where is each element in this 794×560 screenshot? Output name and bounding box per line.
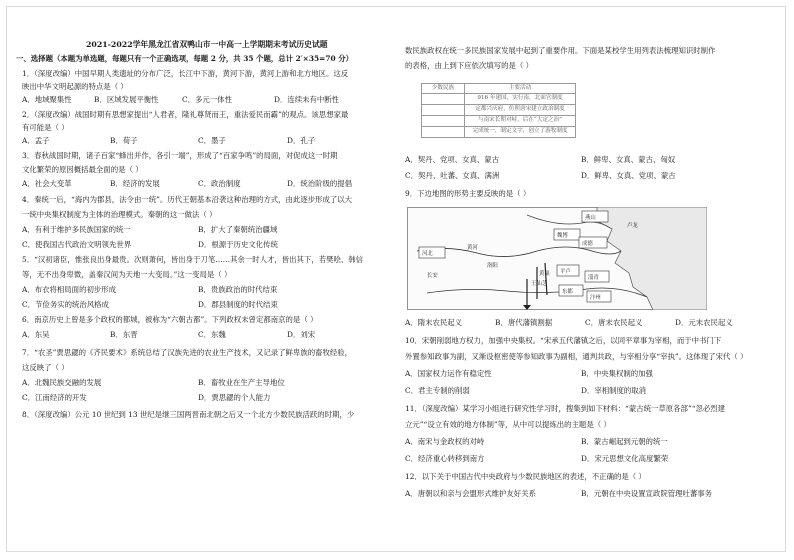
q12-option-b[interactable]: B．元朝在中央设置宣政院管理吐蕃事务 bbox=[581, 489, 713, 498]
q9-option-c[interactable]: C．唐末农民起义 bbox=[585, 318, 643, 327]
table-cell-activity: 完成统一，制定文字，创立了游牧制度 bbox=[465, 127, 576, 138]
q6-stem-line1: 6．南京历史上曾是多个政权的都城，被称为“六朝古都”。下列政权未曾定都南京的是（ ） bbox=[22, 315, 318, 324]
table-cell-blank bbox=[422, 127, 465, 138]
table-header-ethnic: 少数民族 bbox=[422, 84, 465, 94]
q11-option-a[interactable]: A．南宋与金政权的对峙 bbox=[405, 437, 485, 446]
q5-option-a[interactable]: A．布衣将相局面的初步形成 bbox=[22, 285, 117, 294]
q2-option-b[interactable]: B．荀子 bbox=[110, 136, 138, 145]
q10-stem-line1: 10．宋朝削弱地方权力，加强中央集权。“宋承五代藩镇之后，以同平章事为宰相，而于中书门下 bbox=[405, 336, 722, 345]
q8-option-c[interactable]: C．契丹、吐蕃、女真、满洲 bbox=[405, 171, 500, 180]
q4-option-d[interactable]: D．根源于历史文化传统 bbox=[198, 240, 278, 249]
q10-option-a[interactable]: A．国家权力运作有稳定性 bbox=[405, 369, 492, 378]
map-svg bbox=[407, 207, 707, 310]
q4-option-b[interactable]: B．扩大了秦朝统治疆域 bbox=[198, 225, 278, 234]
q1-stem-line1: 1．（深度改编）中国早期人类遗址的分布广泛，长江中下游，黄河下游，黄河上游和北方地区。这反 bbox=[22, 69, 349, 78]
q8-stem-line1: 8．（深度改编）公元 10 世纪到 13 世纪是继三国两晋南北朝之后又一个北方少数民族活跃的时期，少 bbox=[22, 410, 355, 419]
q8-option-b[interactable]: B．鲜卑、女真、蒙古、匈奴 bbox=[581, 155, 676, 164]
map-label: 黄河 bbox=[467, 245, 478, 251]
q9-option-a[interactable]: A．隋末农民起义 bbox=[405, 318, 463, 327]
table-cell-activity: 916 年建国，实行南，北面官制度 bbox=[465, 94, 576, 105]
ethnic-groups-table bbox=[421, 83, 576, 138]
q8-continued-line1: 数民族政权在统一多民族国家发展中起到了重要作用。下面是某校学生用列表法梳理知识时制作 bbox=[405, 46, 716, 55]
q3-option-d[interactable]: D．统治阶级的提倡 bbox=[287, 179, 353, 188]
map-label: 河北 bbox=[422, 251, 433, 257]
q2-option-d[interactable]: D．孔子 bbox=[287, 136, 316, 145]
q10-option-b[interactable]: B．中央集权制的加强 bbox=[581, 369, 653, 378]
q1-option-b[interactable]: B．区域发展平衡性 bbox=[94, 95, 159, 104]
map-label: 成德 bbox=[582, 241, 593, 247]
q9-stem: 9．下边地图的形势主要反映的是（ ） bbox=[405, 189, 531, 198]
q5-stem-line2: 等，无不出身卑微，盖秦汉间为天地一大变局。”这一变局是（ ） bbox=[22, 270, 232, 279]
map-label: 燕山 bbox=[585, 215, 596, 221]
q3-option-a[interactable]: A．社会大变革 bbox=[22, 179, 72, 188]
q1-stem-line2: 映出中华文明起源的特点是（ ） bbox=[22, 82, 128, 91]
q3-option-c[interactable]: C．政治制度 bbox=[198, 179, 241, 188]
q1-option-d[interactable]: D．连续未有中断性 bbox=[274, 95, 340, 104]
map-label: 汴州 bbox=[590, 295, 601, 301]
q11-stem-line2: 立元”“设立有效的地方体制”等，从中可以提炼出的主题是（ ） bbox=[405, 420, 611, 429]
table-cell-activity: 定都兴庆府，仿照唐宋建立政治制度 bbox=[465, 105, 576, 116]
q6-option-d[interactable]: D．刘宋 bbox=[287, 330, 316, 339]
q3-option-b[interactable]: B．经济的发展 bbox=[110, 179, 160, 188]
q10-option-d[interactable]: D．宰相制度的取消 bbox=[581, 386, 647, 395]
table-row bbox=[422, 105, 576, 116]
q7-option-b[interactable]: B．畜牧业在生产主导地位 bbox=[198, 378, 285, 387]
map-label: 长安 bbox=[427, 273, 438, 279]
map-label: 黄巢 bbox=[539, 271, 550, 277]
q2-stem-line2: 有可能是（ ） bbox=[22, 123, 69, 132]
q9-option-d[interactable]: D．元末农民起义 bbox=[675, 318, 733, 327]
table-row bbox=[422, 127, 576, 138]
map-label: 王仙芝 bbox=[531, 281, 548, 287]
q7-option-a[interactable]: A．北魏民族交融的发展 bbox=[22, 378, 102, 387]
q7-stem-line2: 这反映了（ ） bbox=[22, 363, 69, 372]
q2-option-c[interactable]: C．墨子 bbox=[198, 136, 226, 145]
q5-option-b[interactable]: B．贵族政治的时代结束 bbox=[198, 285, 278, 294]
table-cell-blank bbox=[422, 116, 465, 127]
q9-option-b[interactable]: B．唐代藩镇割据 bbox=[495, 318, 553, 327]
q6-option-b[interactable]: B．东晋 bbox=[110, 330, 138, 339]
q1-option-c[interactable]: C．多元一体性 bbox=[182, 95, 232, 104]
q8-option-a[interactable]: A．契丹、党项、女真、蒙古 bbox=[405, 155, 500, 164]
q4-option-c[interactable]: C．使我国古代政治文明领先世界 bbox=[22, 240, 132, 249]
q10-option-c[interactable]: C．君主专制的削弱 bbox=[405, 386, 470, 395]
map-label: 淄青 bbox=[588, 275, 599, 281]
table-cell-activity: 与南宋长期对峙，后在“大定之治” bbox=[465, 116, 576, 127]
map-label: 魏博 bbox=[557, 233, 568, 239]
q11-option-d[interactable]: D．宋元思想文化高度繁荣 bbox=[581, 454, 669, 463]
q8-continued-line2: 的表格，由上到下应依次填写的是（ ） bbox=[405, 61, 533, 70]
q10-stem-line2: 外置参知政事为副，又渐设枢密使等参知政事为副相，通判共政，与宰相分享“宰执”。这体现了宋代（ ） bbox=[405, 352, 748, 361]
q2-stem-line1: 2．（深度改编）战国时期有思想家提出“人君者，隆礼尊贤而王，重法爱民而霸”的观点。该思想家最 bbox=[22, 110, 349, 119]
q12-option-a[interactable]: A．唐朝以和亲与会盟形式维护友好关系 bbox=[405, 489, 536, 498]
q11-option-b[interactable]: B．蒙古崛起到元朝的统一 bbox=[581, 437, 668, 446]
q7-option-c[interactable]: C．江南经济的开发 bbox=[22, 393, 87, 402]
q1-option-a[interactable]: A．地域聚集性 bbox=[22, 95, 72, 104]
q11-stem-line1: 11．（深度改编）某学习小组进行研究性学习时，搜集到如下材料：“蒙古统一草原各部”“忽必烈建 bbox=[405, 404, 726, 413]
table-header-activity: 主要活动 bbox=[465, 84, 576, 94]
q2-option-a[interactable]: A．孟子 bbox=[22, 136, 50, 145]
q3-stem-line1: 3．春秋战国时期，诸子百家“蜂出并作，各引一端”，形成了“百家争鸣”的局面，对促成这一时期 bbox=[22, 151, 338, 160]
q6-option-a[interactable]: A．东吴 bbox=[22, 330, 50, 339]
q11-option-c[interactable]: C．经济重心转移到南方 bbox=[405, 454, 485, 463]
q7-option-d[interactable]: D．贾思勰的个人能力 bbox=[198, 393, 271, 402]
q6-option-c[interactable]: C．东魏 bbox=[198, 330, 226, 339]
table-row bbox=[422, 94, 576, 105]
table-cell-blank bbox=[422, 94, 465, 105]
q4-option-a[interactable]: A．有利于维护多民族国家的统一 bbox=[22, 225, 131, 234]
q3-stem-line2: 文化繁荣的原因概括最全面的是（ ） bbox=[22, 165, 143, 174]
map-label: 洛阳 bbox=[487, 263, 498, 269]
page-title: 2021-2022学年黑龙江省双鸭山市一中高一上学期期末考试历史试题 bbox=[86, 40, 328, 49]
q4-stem-line2: 一统中央集权制度为主体的治理模式。秦朝的这一做法（ ） bbox=[22, 210, 217, 219]
map-label: 平卢 bbox=[560, 269, 571, 275]
q12-stem-line1: 12．以下关于中国古代中央政府与少数民族地区的表述，不正确的是（ ） bbox=[405, 472, 646, 481]
map-label: 东都 bbox=[562, 289, 573, 295]
q4-stem-line1: 4．秦统一后，“海内为郡县，法令由一统”。历代王朝基本沿袭这种治理的方式，由此逐步形成了以大 bbox=[22, 195, 353, 204]
q5-stem-line1: 5．“汉初诸臣，惟张良出身最贵。次则萧何，皆出身于刀笔……其余一时人才，皆出其下，若樊哙、韩信 bbox=[22, 255, 364, 264]
table-cell-blank bbox=[422, 105, 465, 116]
q5-option-c[interactable]: C．节俭务实的统治风格成 bbox=[22, 300, 109, 309]
q7-stem-line1: 7．“农圣”贾思勰的《齐民要术》系统总结了汉族先进的农业生产技术，又记录了鲜卑族的畜牧经验， bbox=[22, 348, 353, 357]
table-row bbox=[422, 116, 576, 127]
map-label: 卢龙 bbox=[627, 223, 638, 229]
q5-option-d[interactable]: D．郡县制度的时代结束 bbox=[198, 300, 278, 309]
historical-map bbox=[407, 207, 707, 310]
q8-option-d[interactable]: D．鲜卑、女真、党项、蒙古 bbox=[581, 171, 676, 180]
section-heading: 一、选择题（本题为单选题，每题只有一个正确选项，每题 2 分，共 35 个题，总计 2′×35=70 分） bbox=[16, 54, 353, 63]
